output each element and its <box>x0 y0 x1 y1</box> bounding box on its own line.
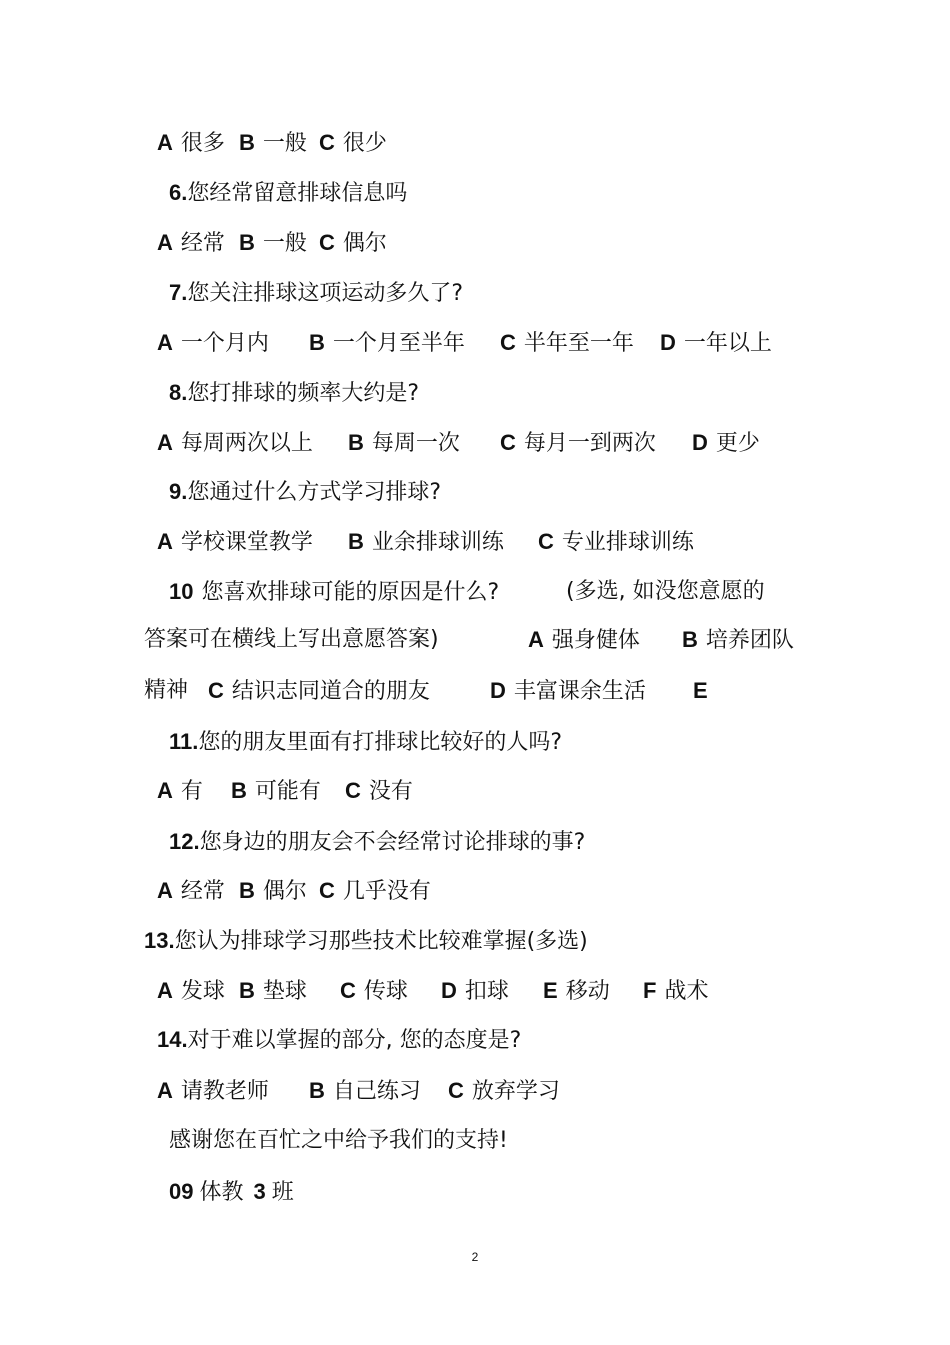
question-7: 7.您关注排球这项运动多久了? <box>169 280 464 306</box>
q13-option-f: F 战术 <box>643 978 709 1004</box>
question-10: 10 您喜欢排球可能的原因是什么? <box>169 579 500 605</box>
q12-option-c: C 几乎没有 <box>319 878 431 904</box>
question-11: 11.您的朋友里面有打排球比较好的人吗? <box>169 729 563 755</box>
q9-option-a: A 学校课堂教学 <box>157 529 313 555</box>
q11-option-c: C 没有 <box>345 778 413 804</box>
q14-option-a: A 请教老师 <box>157 1078 269 1104</box>
q14-option-c: C 放弃学习 <box>448 1078 560 1104</box>
question-6: 6.您经常留意排球信息吗 <box>169 180 408 206</box>
q10-option-b: B 培养团队 <box>682 627 794 653</box>
q13-option-c: C 传球 <box>340 978 408 1004</box>
q12-option-a: A 经常 <box>157 878 225 904</box>
q8-option-a: A 每周两次以上 <box>157 430 313 456</box>
signature: 09 体教 3 班 <box>169 1179 294 1205</box>
q13-option-e: E 移动 <box>543 978 610 1004</box>
q5-option-c: C 很少 <box>319 130 387 156</box>
q7-option-d: D 一年以上 <box>660 330 772 356</box>
q5-option-a: A 很多 <box>157 130 225 156</box>
q13-option-b: B 垫球 <box>239 978 307 1004</box>
page-number: 2 <box>471 1250 479 1264</box>
q13-option-d: D 扣球 <box>441 978 509 1004</box>
thanks-text: 感谢您在百忙之中给予我们的支持! <box>169 1128 508 1153</box>
q9-option-b: B 业余排球训练 <box>348 529 504 555</box>
q6-option-a: A 经常 <box>157 230 225 256</box>
q10-option-e: E <box>693 678 708 703</box>
q7-option-a: A 一个月内 <box>157 330 269 356</box>
q12-option-b: B 偶尔 <box>239 878 307 904</box>
question-8: 8.您打排球的频率大约是? <box>169 380 420 406</box>
q8-option-b: B 每周一次 <box>348 430 460 456</box>
question-10-note-cont: 答案可在横线上写出意愿答案) <box>144 627 439 652</box>
q8-option-c: C 每月一到两次 <box>500 430 656 456</box>
q14-option-b: B 自己练习 <box>309 1078 421 1104</box>
q8-option-d: D 更少 <box>692 430 760 456</box>
q7-option-b: B 一个月至半年 <box>309 330 465 356</box>
question-9: 9.您通过什么方式学习排球? <box>169 479 442 505</box>
q9-option-c: C 专业排球训练 <box>538 529 694 555</box>
q13-option-a: A 发球 <box>157 978 225 1004</box>
question-10-note: (多选, 如没您意愿的 <box>566 579 765 604</box>
q6-option-b: B 一般 <box>239 230 307 256</box>
q10-option-d: D 丰富课余生活 <box>490 678 646 704</box>
q6-option-c: C 偶尔 <box>319 230 387 256</box>
q10-option-b-cont: 精神 <box>144 678 189 703</box>
q11-option-b: B 可能有 <box>231 778 321 804</box>
question-14: 14.对于难以掌握的部分, 您的态度是? <box>157 1027 522 1053</box>
q5-option-b: B 一般 <box>239 130 307 156</box>
q10-option-a: A 强身健体 <box>528 627 640 653</box>
question-13: 13.您认为排球学习那些技术比较难掌握(多选) <box>144 928 588 954</box>
q7-option-c: C 半年至一年 <box>500 330 634 356</box>
question-12: 12.您身边的朋友会不会经常讨论排球的事? <box>169 829 586 855</box>
q10-option-c: C 结识志同道合的朋友 <box>208 678 430 704</box>
q11-option-a: A 有 <box>157 778 203 804</box>
